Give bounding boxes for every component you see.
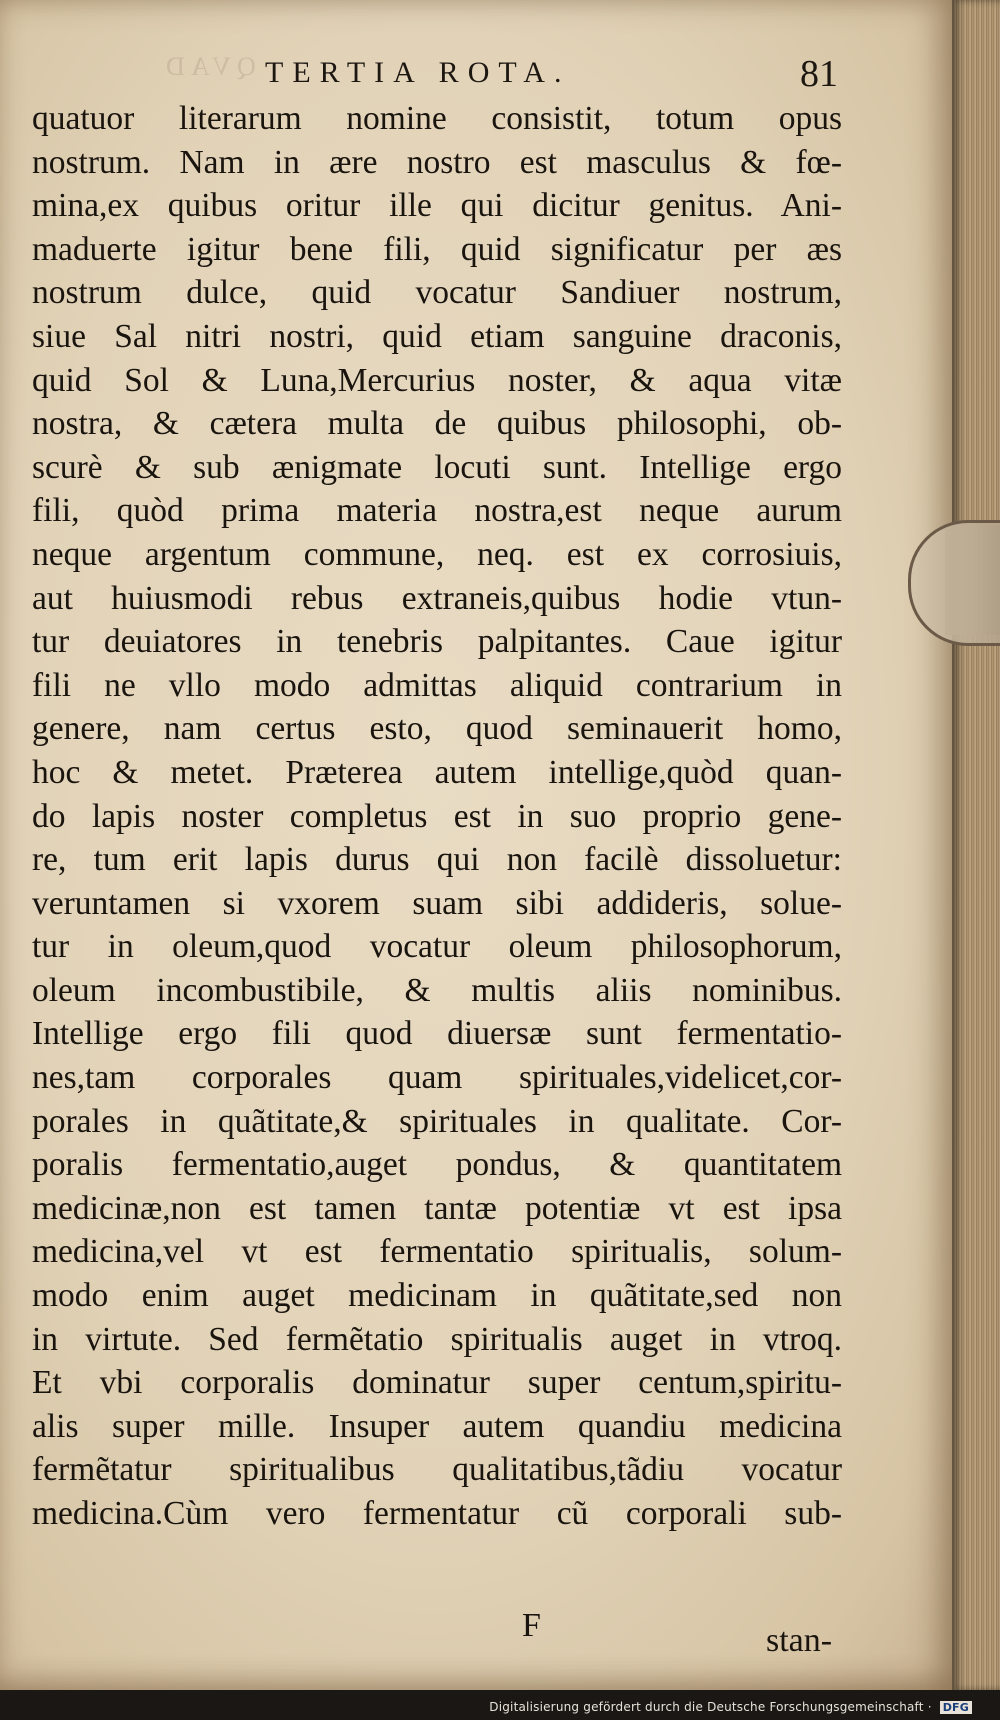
text-line: re, tum erit lapis durus qui non facilè dissoluetur: [32, 841, 842, 879]
text-line: medicina.Cùm vero fermentatur cũ corporali sub- [32, 1495, 842, 1532]
text-line: maduerte igitur bene fili, quid significatur per æs [32, 230, 842, 268]
text-line: nostrum. Nam in ære nostro est masculus & fœ- [32, 143, 842, 181]
digitization-credit [489, 1700, 972, 1714]
text-line: mina,ex quibus oritur ille qui dicitur genitus. Ani- [32, 187, 842, 225]
text-line: scurè & sub ænigmate locuti sunt. Intellige ergo [32, 448, 842, 486]
text-line: do lapis noster completus est in suo proprio gene- [32, 797, 842, 835]
text-line: neque argentum commune, neq. est ex corrosiuis, [32, 535, 842, 573]
text-line: oleum incombustibile, & multis aliis nominibus. [32, 971, 842, 1009]
signature-mark: F [522, 1607, 541, 1644]
text-line: nostra, & cætera multa de quibus philosophi, ob- [32, 405, 842, 443]
text-line: veruntamen si vxorem suam sibi addideris, solue- [32, 884, 842, 922]
text-line: medicina,vel vt est fermentatio spiritualis, solum- [32, 1233, 842, 1271]
text-line: medicinæ,non est tamen tantæ potentiæ vt est ipsa [32, 1189, 842, 1227]
running-title: TERTIA ROTA. [265, 56, 571, 89]
text-line: porales in quãtitate,& spirituales in qualitate. Cor- [32, 1102, 842, 1140]
dfg-logo: DFG [940, 1701, 972, 1714]
text-line: hoc & metet. Præterea autem intellige,quòd quan- [32, 753, 842, 791]
text-line: genere, nam certus esto, quod seminauerit homo, [32, 710, 842, 748]
catchword: stan- [766, 1622, 833, 1659]
body-text [32, 97, 842, 1536]
text-line: nostrum dulce, quid vocatur Sandiuer nostrum, [32, 274, 842, 312]
text-line: fili, quòd prima materia nostra,est neque aurum [32, 492, 842, 530]
text-line: alis super mille. Insuper autem quandiu medicina [32, 1407, 842, 1445]
text-line: in virtute. Sed fermẽtatio spiritualis auget in vtroq. [32, 1320, 842, 1358]
text-line: Intellige ergo fili quod diuersæ sunt fermentatio- [32, 1015, 842, 1053]
credit-text: Digitalisierung gefördert durch die Deutsche Forschungsgemeinschaft · [489, 1700, 932, 1714]
text-line: fermẽtatur spiritualibus qualitatibus,tãdiu vocatur [32, 1451, 842, 1489]
text-line: poralis fermentatio,auget pondus, & quantitatem [32, 1146, 842, 1184]
text-line: tur deuiatores in tenebris palpitantes. Caue igitur [32, 623, 842, 661]
text-line: aut huiusmodi rebus extraneis,quibus hodie vtun- [32, 579, 842, 617]
bleed-through-mark: QVAD [160, 52, 256, 81]
text-line: nes,tam corporales quam spirituales,videlicet,cor- [32, 1059, 842, 1097]
text-line: Et vbi corporalis dominatur super centum,spiritu- [32, 1364, 842, 1402]
text-line: quid Sol & Luna,Mercurius noster, & aqua vitæ [32, 361, 842, 399]
text-line: siue Sal nitri nostri, quid etiam sanguine draconis, [32, 317, 842, 355]
text-line: tur in oleum,quod vocatur oleum philosophorum, [32, 928, 842, 966]
text-line: modo enim auget medicinam in quãtitate,sed non [32, 1277, 842, 1315]
page-header [0, 52, 955, 102]
text-line: quatuor literarum nomine consistit, totum opus [32, 100, 842, 137]
text-line: fili ne vllo modo admittas aliquid contrarium in [32, 666, 842, 704]
book-fore-edge [952, 0, 1000, 1690]
page-number: 81 [800, 53, 838, 95]
